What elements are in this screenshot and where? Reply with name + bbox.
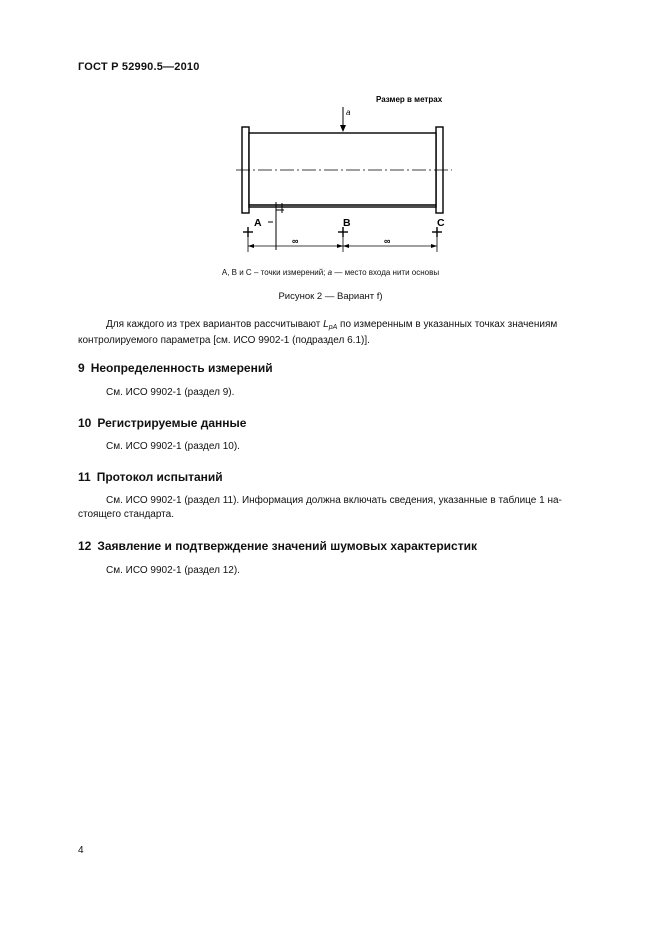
legend-a-symbol: a [327, 268, 333, 277]
section-9-number: 9 [78, 361, 85, 375]
symbol-l-subscript: pA [328, 324, 338, 331]
section-10-title: Регистрируемые данные [97, 416, 247, 430]
section-10-heading [78, 416, 246, 430]
section-10-number: 10 [78, 416, 92, 430]
intro-line-2: контролируемого параметра [см. ИСО 9902-1 (подраздел 6.1)]. [78, 335, 370, 346]
section-12-number: 12 [78, 539, 92, 553]
section-9-heading [78, 361, 273, 375]
section-11-text-line-1: См. ИСО 9902-1 (раздел 11). Информация должна включать сведения, указанные в таблице 1 на- [106, 495, 562, 506]
dim-arrow-mid-right [343, 244, 349, 248]
intro-line-1 [78, 318, 586, 334]
legend-dash-2: — [334, 268, 343, 277]
dim-arrow-mid-left [337, 244, 343, 248]
section-11-text-line-2: стоящего стандарта. [78, 509, 174, 520]
intro-line-1-end: по измеренным в указанных точках значениям [340, 319, 558, 330]
point-a-label: A [254, 217, 262, 229]
intro-line-1-start: Для каждого из трех вариантов рассчитывают [106, 319, 321, 330]
arrow-a-head [340, 125, 346, 132]
figure-legend [0, 268, 661, 277]
point-c-label: C [437, 217, 445, 229]
figure-caption: Рисунок 2 — Вариант f) [278, 291, 383, 302]
arrow-a-label: a [346, 108, 351, 117]
page-number: 4 [78, 845, 84, 856]
section-10-text: См. ИСО 9902-1 (раздел 10). [106, 441, 240, 452]
dim-right-label: ∞ [384, 236, 391, 246]
dim-left-label: ∞ [292, 236, 299, 246]
dim-arrow-left [248, 244, 254, 248]
section-11-title: Протокол испытаний [96, 470, 223, 484]
legend-dash-1: – [253, 268, 259, 277]
legend-a-desc: место входа нити основы [344, 268, 440, 277]
section-12-text: См. ИСО 9902-1 (раздел 12). [106, 565, 240, 576]
document-code: ГОСТ Р 52990.5—2010 [78, 61, 200, 73]
dim-arrow-right [431, 244, 437, 248]
section-12-title: Заявление и подтверждение значений шумовых характеристик [97, 539, 477, 553]
section-9-text: См. ИСО 9902-1 (раздел 9). [106, 387, 235, 398]
measurement-crosses [243, 227, 442, 237]
legend-points: A, B и C [221, 268, 252, 277]
section-9-title: Неопределенность измерений [90, 361, 273, 375]
point-b-label: B [343, 217, 351, 229]
section-11-heading [78, 470, 223, 484]
intro-paragraph [78, 318, 586, 347]
figure-diagram [232, 88, 464, 258]
legend-points-desc: точки измерений; [260, 268, 326, 277]
units-note: Размер в метрах [376, 95, 443, 104]
symbol-l: L [323, 319, 329, 330]
section-11-number: 11 [78, 470, 91, 484]
section-12-heading [78, 539, 477, 553]
